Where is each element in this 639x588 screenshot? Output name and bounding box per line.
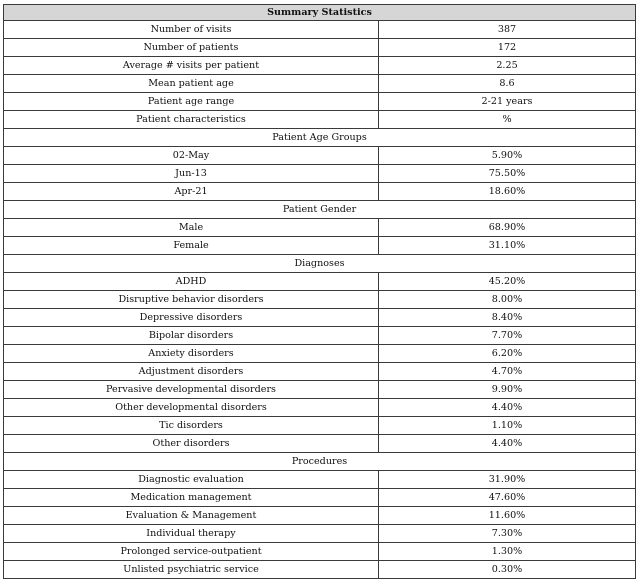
- table-row: [4, 219, 636, 237]
- row-value-adhd: 45.20%: [379, 273, 636, 291]
- row-value-individual-therapy: 7.30%: [379, 525, 636, 543]
- row-value-patient-age-range: 2-21 years: [379, 93, 636, 111]
- row-label-male: Male: [4, 219, 379, 237]
- row-value-tic-disorders: 1.10%: [379, 417, 636, 435]
- section-heading-patient-gender: Patient Gender: [4, 201, 636, 219]
- table-row: [4, 489, 636, 507]
- row-label-apr-21: Apr-21: [4, 183, 379, 201]
- section-header-row: [4, 453, 636, 471]
- table-row: [4, 507, 636, 525]
- summary-table-container: [3, 4, 635, 579]
- row-label-tic-disorders: Tic disorders: [4, 417, 379, 435]
- row-value-02-may: 5.90%: [379, 147, 636, 165]
- summary-statistics-table: [3, 4, 636, 579]
- row-value-other-disorders: 4.40%: [379, 435, 636, 453]
- row-label-prolonged-service-outpatient: Prolonged service-outpatient: [4, 543, 379, 561]
- table-row: [4, 381, 636, 399]
- row-label-individual-therapy: Individual therapy: [4, 525, 379, 543]
- row-label-disruptive-behavior-disorders: Disruptive behavior disorders: [4, 291, 379, 309]
- row-value-number-of-visits: 387: [379, 21, 636, 39]
- table-row: [4, 543, 636, 561]
- row-value-male: 68.90%: [379, 219, 636, 237]
- row-value-adjustment-disorders: 4.70%: [379, 363, 636, 381]
- row-label-evaluation-management: Evaluation & Management: [4, 507, 379, 525]
- section-heading-patient-age-groups: Patient Age Groups: [4, 129, 636, 147]
- table-row: [4, 165, 636, 183]
- table-row: [4, 525, 636, 543]
- row-value-medication-management: 47.60%: [379, 489, 636, 507]
- row-value-other-developmental-disorders: 4.40%: [379, 399, 636, 417]
- section-heading-procedures: Procedures: [4, 453, 636, 471]
- table-row: [4, 21, 636, 39]
- row-label-pervasive-developmental-disorders: Pervasive developmental disorders: [4, 381, 379, 399]
- row-label-average-visits-per-patient: Average # visits per patient: [4, 57, 379, 75]
- table-row: [4, 39, 636, 57]
- row-value-mean-patient-age: 8.6: [379, 75, 636, 93]
- row-value-bipolar-disorders: 7.70%: [379, 327, 636, 345]
- table-row: [4, 435, 636, 453]
- row-label-medication-management: Medication management: [4, 489, 379, 507]
- section-header-row: [4, 201, 636, 219]
- row-label-depressive-disorders: Depressive disorders: [4, 309, 379, 327]
- row-label-number-of-patients: Number of patients: [4, 39, 379, 57]
- section-header-row: [4, 129, 636, 147]
- table-row: [4, 471, 636, 489]
- row-label-female: Female: [4, 237, 379, 255]
- table-row: [4, 147, 636, 165]
- row-label-adjustment-disorders: Adjustment disorders: [4, 363, 379, 381]
- row-value-jun-13: 75.50%: [379, 165, 636, 183]
- row-label-number-of-visits: Number of visits: [4, 21, 379, 39]
- row-label-mean-patient-age: Mean patient age: [4, 75, 379, 93]
- table-row: [4, 237, 636, 255]
- row-label-patient-characteristics: Patient characteristics: [4, 111, 379, 129]
- row-value-disruptive-behavior-disorders: 8.00%: [379, 291, 636, 309]
- row-label-02-may: 02-May: [4, 147, 379, 165]
- table-row: [4, 93, 636, 111]
- table-row: [4, 273, 636, 291]
- row-value-average-visits-per-patient: 2.25: [379, 57, 636, 75]
- row-label-patient-age-range: Patient age range: [4, 93, 379, 111]
- row-label-other-developmental-disorders: Other developmental disorders: [4, 399, 379, 417]
- row-label-other-disorders: Other disorders: [4, 435, 379, 453]
- table-row: [4, 309, 636, 327]
- table-row: [4, 327, 636, 345]
- row-value-number-of-patients: 172: [379, 39, 636, 57]
- row-value-anxiety-disorders: 6.20%: [379, 345, 636, 363]
- table-row: [4, 345, 636, 363]
- row-value-pervasive-developmental-disorders: 9.90%: [379, 381, 636, 399]
- row-label-bipolar-disorders: Bipolar disorders: [4, 327, 379, 345]
- table-row: [4, 363, 636, 381]
- row-label-jun-13: Jun-13: [4, 165, 379, 183]
- row-value-patient-characteristics: %: [379, 111, 636, 129]
- row-value-prolonged-service-outpatient: 1.30%: [379, 543, 636, 561]
- table-row: [4, 75, 636, 93]
- table-row: [4, 111, 636, 129]
- table-row: [4, 561, 636, 579]
- table-row: [4, 57, 636, 75]
- table-row: [4, 291, 636, 309]
- section-header-row: [4, 255, 636, 273]
- table-row: [4, 399, 636, 417]
- table-body: [4, 5, 636, 579]
- table-row: [4, 183, 636, 201]
- row-value-diagnostic-evaluation: 31.90%: [379, 471, 636, 489]
- table-title-row: [4, 5, 636, 21]
- row-label-unlisted-psychiatric-service: Unlisted psychiatric service: [4, 561, 379, 579]
- row-value-depressive-disorders: 8.40%: [379, 309, 636, 327]
- row-value-unlisted-psychiatric-service: 0.30%: [379, 561, 636, 579]
- row-label-anxiety-disorders: Anxiety disorders: [4, 345, 379, 363]
- row-label-adhd: ADHD: [4, 273, 379, 291]
- table-row: [4, 417, 636, 435]
- row-label-diagnostic-evaluation: Diagnostic evaluation: [4, 471, 379, 489]
- section-heading-diagnoses: Diagnoses: [4, 255, 636, 273]
- table-title: Summary Statistics: [4, 5, 636, 21]
- row-value-female: 31.10%: [379, 237, 636, 255]
- row-value-apr-21: 18.60%: [379, 183, 636, 201]
- row-value-evaluation-management: 11.60%: [379, 507, 636, 525]
